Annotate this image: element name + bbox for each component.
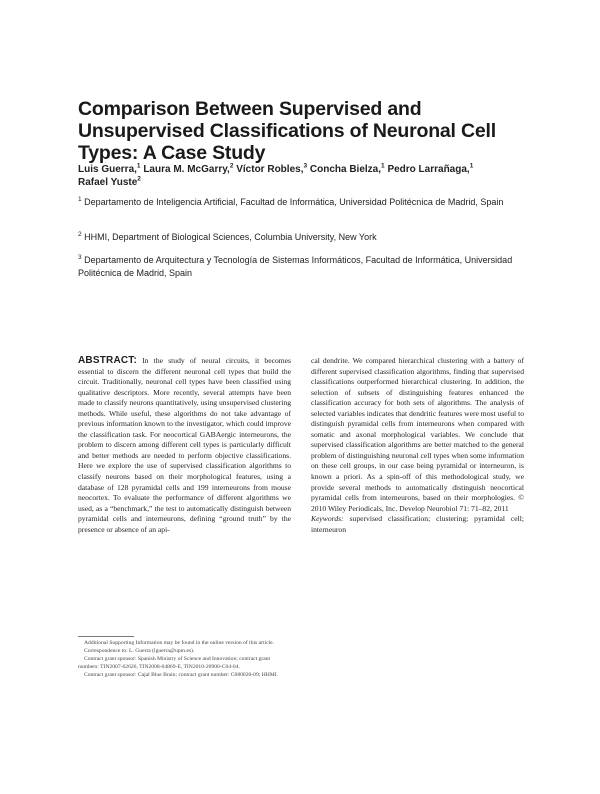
footnote: Contract grant sponsor: Spanish Ministry of Science and Innovation; contract grant numbers: TIN2007-62626, TIN2008-04869-E, TIN2010-20900-C04-04. (78, 656, 271, 670)
footnotes (78, 640, 291, 680)
paper-title: Comparison Between Supervised and Unsupervised Classifications of Neuronal Cell Types: A Case Study (78, 98, 496, 164)
abstract-column-left (78, 356, 291, 535)
citation-line: © 2010 Wiley Periodicals, Inc. Develop Neurobiol 71: 71–82, 2011 (311, 493, 524, 513)
affiliation: $^2$ HHMI, Department of Biological Sciences, Columbia University, New York (78, 231, 377, 242)
author: Laura M. McGarry,$^2$ (143, 162, 234, 175)
affiliation: $^3$ Departamento de Arquitectura y Tecnología de Sistemas Informáticos, Facultad de Informática, Universidad Politécnica de Madrid, Spain (78, 254, 513, 278)
author: Rafael Yuste$^2$ (78, 175, 141, 188)
author: Víctor Robles,$^3$ (236, 162, 308, 175)
abstract-column-right (311, 356, 524, 535)
author-list (78, 163, 528, 189)
affiliation: $^1$ Departamento de Inteligencia Artificial, Facultad de Informática, Universidad Politécnica de Madrid, Spain (78, 196, 504, 207)
footnote: Additional Supporting Information may be found in the online version of this article. (84, 640, 274, 646)
keywords-text: supervised classification; clustering; pyramidal cell; interneuron (311, 514, 524, 534)
abstract-heading: ABSTRACT: (78, 355, 138, 366)
abstract-text: cal dendrite. We compared hierarchical clustering with a battery of different supervised classification algorithms, finding that supervised classifications outperformed hierarchical clustering. In addition, the selection of subsets of distinguishing features enhanced the classification accuracy for both sets of algorithms. The analysis of selected variables indicates that dendritic features were most useful to distinguish pyramidal cells from interneurons when compared with somatic and axonal morphological variables. We conclude that supervised classification algorithms are better matched to the general problem of distinguishing neuronal cell types when some information on these cell groups, in our case being pyramidal or interneuron, is known a priori. As a spin-off of this methodological study, we provide several methods to automatically distinguish neocortical pyramidal cells from interneurons, based on their morphologies. (311, 356, 524, 503)
footnote: Contract grant sponsor: Cajal Blue Brain; contract grant number: C080020-09; HHMI. (84, 671, 279, 678)
abstract-text: In the study of neural circuits, it becomes essential to discern the different neuronal cell types that build the circuit. Traditionally, neuronal cell types have been classified using qualitative descriptors. More recently, several attempts have been made to classify neurons quantitatively, using unsupervised clustering methods. While useful, these algorithms do not take advantage of previous information known to the investigator, which could improve the classification task. For neocortical GABAergic interneurons, the problem to discern among different cell types is particularly difficult and better methods are needed to perform objective classifications. Here we explore the use of supervised classification algorithms to classify neurons based on their morphological features, using a database of 128 pyramidal cells and 199 interneurons from mouse neocortex. To evaluate the performance of different algorithms we used, as a “benchmark,” the test to automatically distinguish between pyramidal cells and interneurons, defining “ground truth” by the presence or absence of an api- (78, 356, 291, 534)
keywords-label: Keywords: (311, 514, 344, 524)
footnote: Correspondence to: L. Guerra (lguerra@upm.es). (84, 648, 195, 655)
author: Pedro Larrañaga,$^1$ (387, 162, 474, 175)
footnote-divider (78, 636, 134, 637)
author: Luis Guerra,$^1$ (78, 162, 141, 175)
author: Concha Bielza,$^1$ (309, 162, 385, 175)
